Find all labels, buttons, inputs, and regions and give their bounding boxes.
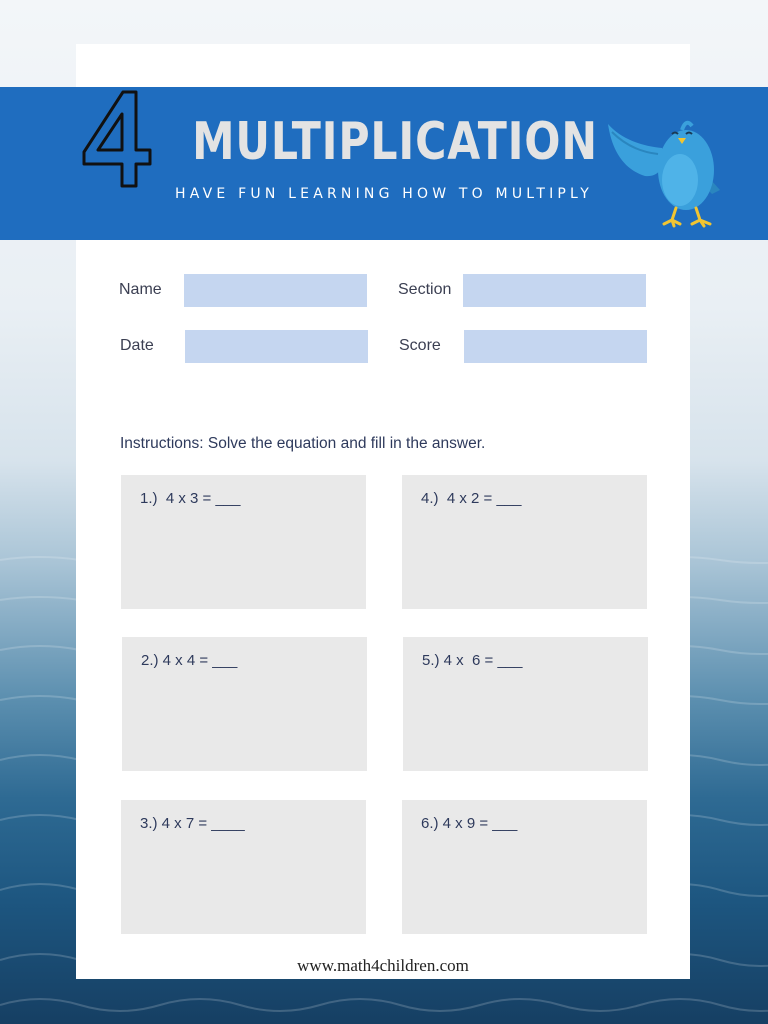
svg-text:4: 4: [118, 144, 119, 145]
problem-text: 5.) 4 x 6 = ___: [422, 652, 523, 669]
problem-box-3[interactable]: [121, 800, 366, 934]
page-subtitle: HAVE FUN LEARNING HOW TO MULTIPLY: [175, 186, 593, 202]
problem-text: 4.) 4 x 2 = ___: [421, 490, 522, 507]
name-label: Name: [119, 281, 162, 298]
problem-box-5[interactable]: [403, 637, 648, 771]
date-field[interactable]: [185, 330, 368, 363]
score-label: Score: [399, 337, 441, 354]
problem-text: 6.) 4 x 9 = ___: [421, 815, 518, 832]
problem-text: 1.) 4 x 3 = ___: [140, 490, 241, 507]
problem-box-4[interactable]: [402, 475, 647, 609]
instructions-text: Instructions: Solve the equation and fill in the answer.: [120, 435, 486, 452]
problem-text: 2.) 4 x 4 = ___: [141, 652, 238, 669]
number-four-graphic: [78, 84, 158, 194]
bird-illustration: [600, 108, 725, 230]
section-label: Section: [398, 281, 452, 298]
problem-box-2[interactable]: [122, 637, 367, 771]
name-field[interactable]: [184, 274, 367, 307]
problem-text: 3.) 4 x 7 = ____: [140, 815, 245, 832]
problem-box-1[interactable]: [121, 475, 366, 609]
section-field[interactable]: [463, 274, 646, 307]
score-field[interactable]: [464, 330, 647, 363]
footer-website: www.math4children.com: [297, 956, 469, 975]
problem-box-6[interactable]: [402, 800, 647, 934]
date-label: Date: [120, 337, 154, 354]
page-title: MULTIPLICATION: [192, 112, 598, 172]
